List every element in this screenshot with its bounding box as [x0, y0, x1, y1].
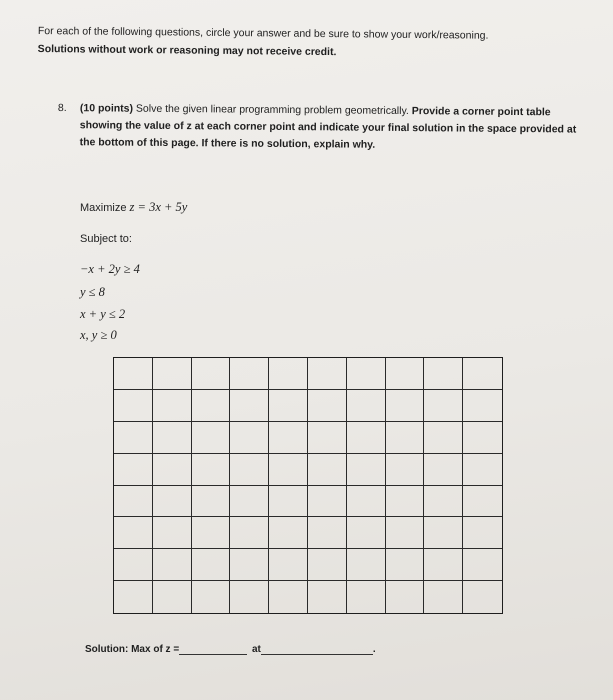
grid-cell[interactable]: [347, 581, 386, 613]
objective-label: Maximize: [80, 202, 127, 214]
grid-cell[interactable]: [153, 422, 192, 454]
grid-cell[interactable]: [308, 454, 347, 486]
grid-cell[interactable]: [230, 390, 269, 422]
grid-cell[interactable]: [424, 390, 463, 422]
grid-cell[interactable]: [386, 358, 425, 390]
grid-cell[interactable]: [230, 422, 269, 454]
graph-grid-area[interactable]: [113, 357, 503, 614]
constraint-3: x + y ≤ 2: [80, 307, 126, 321]
grid-cell[interactable]: [230, 358, 269, 390]
grid-cell[interactable]: [386, 390, 425, 422]
grid-cell[interactable]: [114, 517, 153, 549]
constraint-2: y ≤ 8: [80, 285, 105, 299]
grid-cell[interactable]: [153, 517, 192, 549]
question-text: Solve the given linear programming problem geometrically.: [132, 102, 412, 118]
grid-cell[interactable]: [230, 517, 269, 549]
grid-cell[interactable]: [192, 486, 231, 518]
question-8: [58, 100, 578, 156]
grid-cell[interactable]: [269, 358, 308, 390]
grid-cell[interactable]: [424, 358, 463, 390]
graph-grid[interactable]: [113, 357, 503, 614]
grid-cell[interactable]: [347, 517, 386, 549]
grid-cell[interactable]: [153, 581, 192, 613]
grid-cell[interactable]: [153, 454, 192, 486]
grid-cell[interactable]: [463, 486, 502, 518]
subject-to-label: Subject to:: [80, 233, 132, 245]
constraint-1: −x + 2y ≥ 4: [80, 262, 140, 276]
grid-cell[interactable]: [269, 454, 308, 486]
solution-line: [85, 643, 376, 655]
question-points: (10 points): [79, 102, 134, 115]
solution-end-mark: .: [372, 644, 376, 655]
grid-cell[interactable]: [269, 422, 308, 454]
instructions-line-2: Solutions without work or reasoning may not receive credit.: [37, 42, 337, 59]
grid-cell[interactable]: [269, 517, 308, 549]
grid-cell[interactable]: [386, 517, 425, 549]
grid-cell[interactable]: [269, 486, 308, 518]
grid-cell[interactable]: [114, 454, 153, 486]
grid-cell[interactable]: [463, 454, 502, 486]
grid-cell[interactable]: [230, 486, 269, 518]
grid-cell[interactable]: [192, 358, 231, 390]
grid-cell[interactable]: [308, 517, 347, 549]
question-instruction: Provide a corner point table showing the value of z at each corner point and indicate your final solution in the space provided at the bottom of this page. If there is no solution, explain why.: [79, 105, 577, 151]
solution-label: Solution: Max of z =: [85, 644, 180, 655]
grid-cell[interactable]: [308, 581, 347, 613]
grid-cell[interactable]: [269, 581, 308, 613]
grid-cell[interactable]: [192, 549, 231, 581]
grid-cell[interactable]: [347, 358, 386, 390]
grid-cell[interactable]: [463, 422, 502, 454]
grid-cell[interactable]: [308, 549, 347, 581]
point-blank[interactable]: [261, 643, 373, 655]
grid-cell[interactable]: [230, 549, 269, 581]
grid-cell[interactable]: [269, 390, 308, 422]
grid-cell[interactable]: [114, 422, 153, 454]
grid-cell[interactable]: [424, 454, 463, 486]
grid-cell[interactable]: [230, 581, 269, 613]
grid-cell[interactable]: [386, 581, 425, 613]
grid-cell[interactable]: [192, 581, 231, 613]
grid-cell[interactable]: [114, 581, 153, 613]
grid-cell[interactable]: [463, 517, 502, 549]
grid-cell[interactable]: [269, 549, 308, 581]
grid-cell[interactable]: [424, 486, 463, 518]
question-number: 8.: [57, 101, 67, 115]
grid-cell[interactable]: [192, 517, 231, 549]
grid-cell[interactable]: [308, 358, 347, 390]
grid-cell[interactable]: [347, 390, 386, 422]
grid-cell[interactable]: [386, 454, 425, 486]
grid-cell[interactable]: [114, 486, 153, 518]
grid-cell[interactable]: [308, 422, 347, 454]
grid-cell[interactable]: [347, 454, 386, 486]
at-label: at: [251, 644, 261, 655]
grid-cell[interactable]: [192, 390, 231, 422]
grid-cell[interactable]: [153, 390, 192, 422]
grid-cell[interactable]: [114, 549, 153, 581]
grid-cell[interactable]: [347, 422, 386, 454]
max-value-blank[interactable]: [179, 643, 247, 655]
objective-function: z = 3x + 5y: [129, 200, 188, 214]
grid-cell[interactable]: [424, 517, 463, 549]
grid-cell[interactable]: [424, 581, 463, 613]
constraint-4: x, y ≥ 0: [80, 328, 117, 342]
grid-cell[interactable]: [347, 549, 386, 581]
grid-cell[interactable]: [463, 549, 502, 581]
grid-cell[interactable]: [386, 486, 425, 518]
grid-cell[interactable]: [308, 486, 347, 518]
grid-cell[interactable]: [192, 454, 231, 486]
grid-cell[interactable]: [192, 422, 231, 454]
grid-cell[interactable]: [424, 549, 463, 581]
grid-cell[interactable]: [463, 581, 502, 613]
grid-cell[interactable]: [424, 422, 463, 454]
grid-cell[interactable]: [308, 390, 347, 422]
grid-cell[interactable]: [347, 486, 386, 518]
grid-cell[interactable]: [153, 486, 192, 518]
bleed-through-text: [235, 248, 534, 269]
objective-line: [80, 200, 187, 215]
grid-cell[interactable]: [463, 358, 502, 390]
grid-cell[interactable]: [114, 390, 153, 422]
instructions-line-1: For each of the following questions, circle your answer and be sure to show your work/reasoning.: [37, 24, 489, 42]
grid-cell[interactable]: [386, 549, 425, 581]
instructions: [38, 22, 578, 64]
grid-cell[interactable]: [153, 358, 192, 390]
grid-cell[interactable]: [463, 390, 502, 422]
grid-cell[interactable]: [114, 358, 153, 390]
grid-cell[interactable]: [153, 549, 192, 581]
grid-cell[interactable]: [230, 454, 269, 486]
grid-cell[interactable]: [386, 422, 425, 454]
